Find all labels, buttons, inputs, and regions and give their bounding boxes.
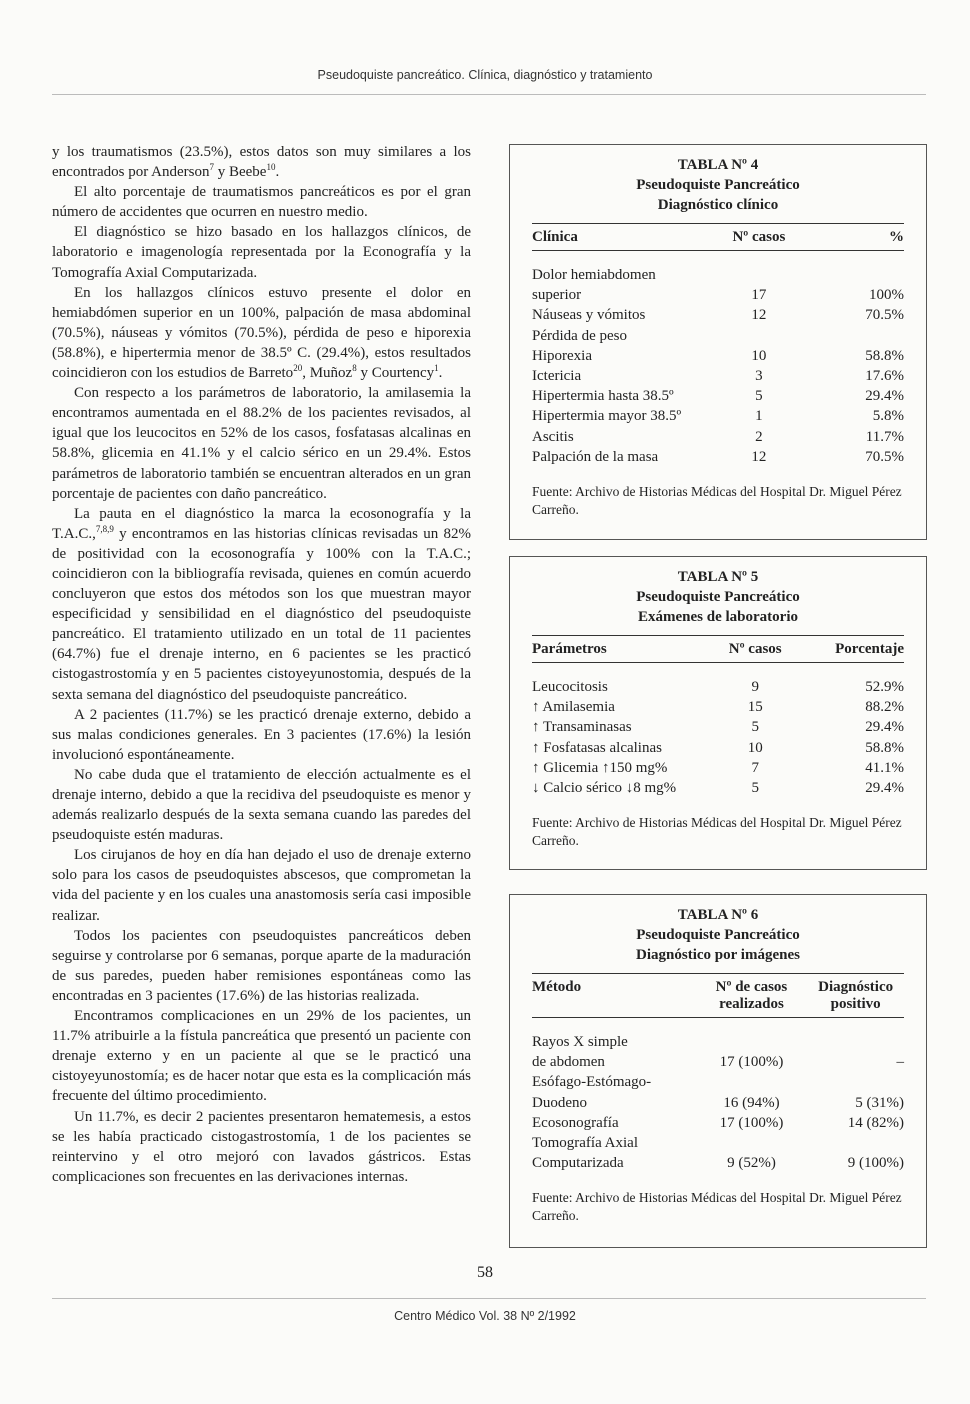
table-row [532, 1113, 904, 1133]
column-header: Nº de casos realizados [715, 979, 788, 1012]
table-cell [815, 265, 904, 285]
table-row [532, 1093, 904, 1113]
table-cell: 12 [751, 448, 767, 465]
table-cell: 16 (94%) [723, 1094, 780, 1111]
table-cell [815, 326, 904, 346]
table-cell: 10 [751, 347, 767, 364]
table-cell: Ascitis [532, 428, 574, 445]
column-header: Parámetros [532, 641, 607, 657]
table-row [532, 1052, 904, 1072]
table-6 [532, 973, 904, 1173]
table-cell: Pérdida de peso [532, 327, 627, 344]
paragraph: Con respecto a los parámetros de laboratorio, la amilasemia la encontramos aumentada en el 88.2% de los pacientes revisados, al igual que los leucocitos en 52% de los casos, fosfatasas alcalinas en 58.8%, glicemia en 41.1% y el calcio sérico en un 29.4%. Estos parámetros de laboratorio también se encuentran alterados en un gran porcentaje de pacientes con daño pancreático. [52, 385, 471, 502]
table-cell: 70.5% [865, 448, 904, 465]
table-cell: 17 (100%) [719, 1114, 784, 1131]
paragraph: Todos los pacientes con pseudoquistes pancreáticos deben seguirse y controlarse por 6 semanas, porque aparte de la maduración de sus paredes, pueden haber remisiones espontáneas como las encontradas en 3 pacientes (17.6%) de las historias realizada. [52, 927, 471, 1004]
table-cell: 2 [755, 428, 763, 445]
table-4-box [509, 144, 927, 540]
table-row [532, 406, 904, 426]
table-cell: 5.8% [872, 408, 904, 425]
table-row [532, 1133, 904, 1153]
table-cell: 9 (100%) [847, 1155, 904, 1172]
table-source: Fuente: Archivo de Historias Médicas del Hospital Dr. Miguel Pérez Carreño. [532, 815, 902, 849]
table-row [532, 697, 904, 717]
footer-rule [52, 1298, 926, 1299]
table-row [532, 386, 904, 406]
table-cell: – [896, 1054, 904, 1071]
paragraph: Un 11.7%, es decir 2 pacientes presentaron hematemesis, a estos se les había practicado cistogastrostomía, 1 de los pacientes se reintervino y el otro mejoró con lavados gástricos. Estas complicaciones son frecuentes en las derivaciones internas. [52, 1108, 471, 1185]
table-cell: 7 [751, 759, 759, 776]
table-cell: 5 [755, 388, 763, 405]
table-cell [696, 1133, 808, 1153]
table-cell: 17.6% [865, 368, 904, 385]
table-cell: Náuseas y vómitos [532, 307, 646, 324]
table-cell [696, 1032, 808, 1052]
column-header: Método [532, 979, 582, 995]
table-row [532, 677, 904, 697]
paragraph: No cabe duda que el tratamiento de elección actualmente es el drenaje interno, debido a que la recidiva del pseudoquiste es menor y además realizarlo después de la sexta semana cuando las paredes del pseudoquiste estén maduras. [52, 766, 471, 844]
table-cell [696, 1072, 808, 1092]
table-row [532, 717, 904, 737]
table-cell: 29.4% [865, 719, 904, 736]
header-rule [52, 94, 926, 95]
table-row [532, 346, 904, 366]
table-row [532, 265, 904, 285]
page-number: 58 [477, 1264, 493, 1281]
paragraph: Los cirujanos de hoy en día han dejado el uso de drenaje externo solo para los casos de pseudoquistes abscesos, que comprometan la vida del paciente y en los cuales una anastomosis sería casi imposible realizar. [52, 847, 471, 924]
table-cell: Palpación de la masa [532, 448, 659, 465]
table-cell: Dolor hemiabdomen [532, 267, 656, 283]
table-cell [703, 265, 815, 285]
table-cell: 3 [755, 368, 763, 385]
body-text-column [52, 142, 471, 1187]
table-cell: 29.4% [865, 388, 904, 405]
table-source: Fuente: Archivo de Historias Médicas del Hospital Dr. Miguel Pérez Carreño. [532, 1190, 902, 1224]
table-cell [807, 1032, 904, 1052]
table-cell: 5 [751, 780, 759, 797]
table-cell: 10 [747, 739, 763, 756]
table-cell: 58.8% [865, 347, 904, 364]
table-cell: ↓ Calcio sérico ↓8 mg% [532, 780, 677, 797]
table-cell: Tomografía Axial [532, 1135, 639, 1152]
column-header: Nº casos [728, 641, 782, 657]
paragraph: A 2 pacientes (11.7%) se les practicó drenaje externo, debido a sus malas condiciones generales. En 3 pacientes (17.6%) la lesión involucionó espontáneamente. [52, 706, 471, 763]
table-cell: 5 (31%) [855, 1094, 904, 1111]
table-cell: ↑ Glicemia ↑150 mg% [532, 759, 668, 776]
table-cell: Rayos X simple [532, 1034, 628, 1050]
table-cell [807, 1072, 904, 1092]
table-cell: 15 [747, 699, 763, 716]
table-title: TABLA Nº 5 Pseudoquiste Pancreático Exámenes de laboratorio [636, 569, 800, 625]
column-header: Nº casos [732, 229, 786, 245]
table-5-box [509, 556, 927, 870]
table-4 [532, 223, 904, 467]
column-header: Porcentaje [835, 641, 904, 657]
table-cell: 1 [755, 408, 763, 425]
table-cell: 5 [751, 719, 759, 736]
table-row [532, 1032, 904, 1052]
table-cell [807, 1133, 904, 1153]
table-cell: 9 (52%) [727, 1155, 776, 1172]
table-cell: 29.4% [865, 780, 904, 797]
table-cell: 88.2% [865, 699, 904, 716]
table-cell: 17 [751, 287, 767, 304]
paragraph: y los traumatismos (23.5%), estos datos son muy similares a los encontrados por Anderson$^7$ y Beebe$^{10}$. [52, 144, 471, 181]
table-row [532, 778, 904, 798]
table-cell: Leucocitosis [532, 679, 608, 695]
table-cell: ↑ Amilasemia [532, 699, 615, 716]
table-cell: Hipertermia mayor 38.5º [532, 408, 682, 425]
table-row [532, 366, 904, 386]
table-row [532, 305, 904, 325]
table-cell: ↑ Transaminasas [532, 719, 632, 736]
table-cell: superior [532, 287, 582, 304]
table-row [532, 285, 904, 305]
table-cell: 14 (82%) [847, 1114, 904, 1131]
table-cell: 9 [751, 679, 759, 695]
table-5 [532, 635, 904, 798]
table-cell: 70.5% [865, 307, 904, 324]
table-cell [703, 326, 815, 346]
table-cell: 12 [751, 307, 767, 324]
table-row [532, 427, 904, 447]
table-row [532, 738, 904, 758]
paragraph: El alto porcentaje de traumatismos pancreáticos es por el gran número de accidentes que ocurren en nuestro medio. [52, 184, 471, 221]
table-source: Fuente: Archivo de Historias Médicas del Hospital Dr. Miguel Pérez Carreño. [532, 484, 902, 518]
paragraph: En los hallazgos clínicos estuvo presente el dolor en hemiabdómen superior en un 100%, palpación de masa abdominal (70.5%), náuseas y vómitos (70.5%), pérdida de peso e hiporexia (58.8%), e hipertermia menor de 38.5º C. (29.4%), estos resultados coincidieron con los estudios de Barreto$^{20}$, Muñoz$^8$ y Courtency$^1$. [52, 284, 471, 382]
table-row [532, 447, 904, 467]
table-cell: Esófago-Estómago- [532, 1074, 652, 1091]
table-title: TABLA Nº 6 Pseudoquiste Pancreático Diagnóstico por imágenes [636, 907, 800, 963]
table-6-box [509, 894, 927, 1248]
paragraph: Encontramos complicaciones en un 29% de los pacientes, un 11.7% atribuirle a la fístula pancreática que presentó un paciente con drenaje externo y en un paciente al que se le practicó una cistoyeyunostomía; es de hacer notar que esta es la complicación más frecuente del último procedimiento. [52, 1008, 471, 1105]
table-row [532, 1153, 904, 1173]
paragraph: El diagnóstico se hizo basado en los hallazgos clínicos, de laboratorio e imagenología representada por la Econografía y la Tomografía Axial Computarizada. [52, 224, 471, 281]
column-header: % [889, 229, 904, 245]
table-cell: de abdomen [532, 1054, 605, 1071]
table-title: TABLA Nº 4 Pseudoquiste Pancreático Diagnóstico clínico [636, 157, 800, 213]
column-header: Diagnóstico positivo [818, 979, 894, 1012]
table-cell: Ictericia [532, 368, 582, 385]
table-cell: 41.1% [865, 759, 904, 776]
table-cell: 11.7% [865, 428, 904, 445]
table-row [532, 326, 904, 346]
table-cell: Duodeno [532, 1094, 587, 1111]
table-row [532, 758, 904, 778]
table-cell: Computarizada [532, 1155, 624, 1172]
running-head: Pseudoquiste pancreático. Clínica, diagnóstico y tratamiento [317, 68, 653, 82]
table-cell: 100% [869, 287, 904, 304]
table-row [532, 1072, 904, 1092]
paragraph: La pauta en el diagnóstico la marca la ecosonografía y la T.A.C.,$^{7,8,9}$ y encontramos en las historias clínicas revisadas un 82% de positividad con la ecosonografía y 100% con la T.A.C.; coincidieron con la bibliografía revisada, quienes en común acuerdo concluyeron que estos dos métodos son los que muestran mayor especificidad y sensibilidad en el diagnóstico del pseudoquiste pancreático. El tratamiento utilizado en un total de 11 pacientes (64.7%) fue el drenaje interno, en 6 pacientes se les practicó cistogastrostomía y en 5 pacientes cistoyeyunostomia, después de la sexta semana del diagnóstico del pseudoquiste pancreático. [52, 505, 471, 703]
column-header: Clínica [532, 229, 578, 245]
table-cell: Ecosonografía [532, 1114, 619, 1131]
table-cell: Hiporexia [532, 347, 592, 364]
table-cell: 52.9% [865, 679, 904, 695]
table-cell: Hipertermia hasta 38.5º [532, 388, 674, 405]
journal-footer: Centro Médico Vol. 38 Nº 2/1992 [394, 1309, 576, 1323]
table-cell: 17 (100%) [719, 1054, 784, 1071]
table-cell: 58.8% [865, 739, 904, 756]
table-cell: ↑ Fosfatasas alcalinas [532, 739, 662, 756]
